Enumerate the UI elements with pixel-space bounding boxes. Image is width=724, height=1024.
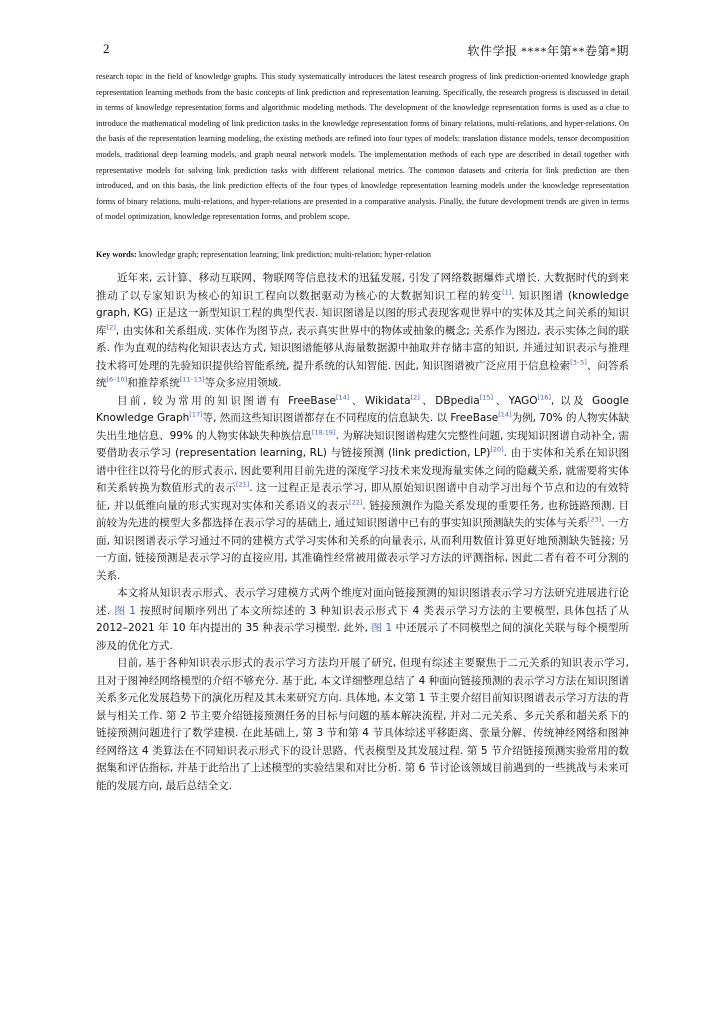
citation[interactable]: [20] — [490, 445, 504, 454]
keywords-text: knowledge graph; representation learning; link prediction; multi-relation; hyper-relation — [138, 250, 432, 259]
page-number: 2 — [103, 41, 110, 56]
keywords: Key words: knowledge graph; representation learning; link prediction; multi-relation; hyper-relation — [96, 250, 432, 259]
citation[interactable]: [16] — [537, 393, 551, 401]
paragraph-1: 近年来, 云计算、移动互联网、物联网等信息技术的迅猛发展, 引发了网络数据爆炸式增长. 大数据时代的到来推动了以专家知识为核心的知识工程向以数据驱动为核心的大数据知识工程的转变[1]. 知识图谱 (knowledge graph, KG) 正是这一新型知识工程的典型代表. 知识图谱是以图的形式表现客观世界中的实体及其之间关系的知识库[2], 由实体和关系组成. 实体作为图节点, 表示真实世界中的物体或抽象的概念; 关系作为图边, 表示实体之间的联系. 作为直观的结构化知识表达方式, 知识图谱能够从海量数据源中抽取并存储丰富的知识, 并通过知识表示与推理技术将可处理的先验知识提供给智能系统, 提升系统的认知智能. 因此, 知识图谱被广泛应用于信息检索[3–5]、问答系统[6–10]和推荐系统[11–13]等众多应用领域. — [96, 272, 630, 389]
citation[interactable]: [22] — [349, 498, 363, 506]
citation[interactable]: [23] — [587, 515, 602, 524]
citation[interactable]: [18,19] — [311, 428, 336, 436]
keywords-label: Key words — [96, 250, 135, 259]
citation[interactable]: [14] — [335, 393, 350, 401]
citation[interactable]: [14] — [498, 410, 512, 419]
citation[interactable]: [1] — [502, 288, 512, 296]
journal-header: 软件学报 ****年第**卷第*期 — [467, 44, 629, 58]
abstract-text: research topic in the field of knowledge graphs. This study systematically introduces the latest research progress of link prediction-oriented knowledge graph representation learning methods from the basic concepts of link prediction and representation learning. Specifically, the research progress is discussed in detail in terms of knowledge representation forms and algorithmic modeling methods. The development of the knowledge representation forms is used as a clue to introduce the mathematical modeling of link prediction tasks in the knowledge representation forms of binary relations, multi-relations, and hyper-relations. On the basis of the representation learning modeling, the existing methods are refined into four types of models: translation distance models, tensor decomposition models, traditional deep learning models, and graph neural network models. The implementation methods of each type are described in detail together with representative models for solving link prediction tasks with different relational metrics. The common datasets and criteria for link prediction are then introduced, and on this basis, the link prediction effects of the four types of knowledge representation learning models under the knowledge representation forms of binary relations, multi-relations, and hyper-relations are presented in a comparative analysis. Finally, the future development trends are given in terms of model optimization, knowledge representation forms, and problem scope. — [96, 72, 629, 222]
citation[interactable]: [2] — [106, 323, 116, 331]
citation[interactable]: [15] — [479, 393, 494, 401]
citation[interactable]: [21] — [235, 480, 250, 489]
citation[interactable]: [17] — [189, 410, 203, 419]
figure-reference[interactable]: 图 1 — [371, 622, 393, 634]
paragraph-2: 目前, 较为常用的知识图谱有 FreeBase[14]、Wikidata[2]、DBpedia[15]、YAGO[16], 以及 Google Knowledge Graph[17]等, 然而这些知识图谱都存在不同程度的信息缺失. 以 FreeBase[14]为例, 70% 的人物实体缺失出生地信息、99% 的人物实体缺失种族信息[18,19]. 为解决知识图谱构建欠完整性问题, 实现知识图谱自动补全, 需要借助表示学习 (representation learning, RL) 与链接预测 (link prediction, LP)[20]. 由于实体和关系在知识图谱中往往以符号化的形式表示, 因此要利用目前先进的深度学习技术来发现海量实体之间的隐藏关系, 就需要将实体和关系转换为数值形式的表示[21]. 这一过程正是表示学习, 即从原始知识图谱中自动学习出每个节点和边的有效特征, 并以低维向量的形式实现对实体和关系语义的表示[22]. 链接预测作为隐关系发现的重要任务, 也称链路预测. 目前较为先进的模型大多都选择在表示学习的基础上, 通过知识图谱中已有的事实知识预测缺失的实体与关系[23]. 一方面, 知识图谱表示学习通过不同的建模方式学习实体和关系的向量表示, 从而利用数值计算更好地预测缺失链接; 另一方面, 链接预测是表示学习的直接应用, 其准确性经常被用做表示学习方法的评测指标, 因此二者有着不可分割的关系. — [96, 393, 629, 582]
paragraph-4: 目前, 基于各种知识表示形式的表示学习方法均开展了研究, 但现有综述主要聚焦于二元关系的知识表示学习, 且对于图神经网络模型的介绍不够充分. 基于此, 本文详细整理总结了 4 种面向链接预测的表示学习方法在知识图谱关系多元化发展趋势下的演化历程及其未来研究方向. 具体地, 本文第 1 节主要介绍目前知识图谱表示学习方法的背景与相关工作. 第 2 节主要介绍链接预测任务的目标与问题的基本解决流程, 并对二元关系、多元关系和超关系下的链接预测问题进行了数学建模. 在此基础上, 第 3 节和第 4 节具体综述平移距离、张量分解、传统神经网络和图神经网络这 4 类算法在不同知识表示形式下的设计思路、代表模型及其发展过程. 第 5 节介绍链接预测实验常用的数据集和评估指标, 并基于此给出了上述模型的实验结果和对比分析. 第 6 节讨论该领域目前遇到的一些挑战与未来可能的发展方向, 最后总结全文. — [96, 657, 629, 792]
citation[interactable]: [3–5] — [570, 358, 587, 366]
citation[interactable]: [11–13] — [179, 375, 205, 384]
figure-reference[interactable]: 图 1 — [114, 604, 136, 617]
body-text — [96, 270, 629, 795]
paragraph-3: 本文将从知识表示形式、表示学习建模方式两个维度对面向链接预测的知识图谱表示学习方法研究进展进行论述. 图 1 按照时间顺序列出了本文所综述的 3 种知识表示形式下 4 类表示学习方法的主要模型, 具体包括了从 2012–2021 年 10 年内提出的 35 种表示学习模型. 此外, 图 1 中还展示了不同模型之间的演化关联与每个模型所涉及的优化方式. — [96, 587, 629, 652]
citation[interactable]: [2] — [410, 393, 420, 401]
citation[interactable]: [6–10] — [106, 375, 128, 384]
